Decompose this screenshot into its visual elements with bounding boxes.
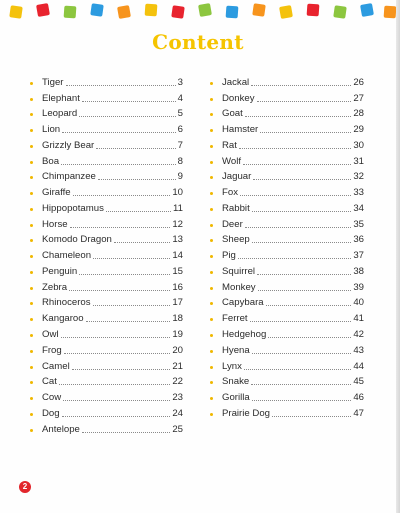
toc-entry xyxy=(210,324,364,340)
page-edge xyxy=(396,0,400,513)
dot-leader xyxy=(61,164,176,165)
decorative-dot xyxy=(117,5,131,19)
bullet-icon xyxy=(30,334,33,337)
bullet-icon xyxy=(210,129,213,132)
bullet-icon xyxy=(210,287,213,290)
toc-entry-name: Leopard xyxy=(42,108,78,120)
toc-entry xyxy=(210,261,364,277)
toc-entry-name: Sheep xyxy=(222,234,250,246)
toc-entry xyxy=(30,340,183,356)
decorative-dot-border xyxy=(0,0,400,24)
bullet-icon xyxy=(210,192,213,195)
bullet-icon xyxy=(210,397,213,400)
toc-entry xyxy=(30,372,183,388)
toc-entry-page: 18 xyxy=(172,313,183,325)
toc-entry xyxy=(210,277,364,293)
toc-entry-name: Elephant xyxy=(42,92,80,104)
bullet-icon xyxy=(210,334,213,337)
dot-leader xyxy=(69,290,170,291)
toc-entry-page: 30 xyxy=(353,139,364,151)
toc-entry-name: Penguin xyxy=(42,265,78,277)
bullet-icon xyxy=(30,397,33,400)
toc-entry-page: 33 xyxy=(353,187,364,199)
toc-entry-page: 28 xyxy=(353,108,364,120)
dot-leader xyxy=(63,400,170,401)
toc-entry-page: 39 xyxy=(353,281,364,293)
toc-entry-name: Snake xyxy=(222,376,250,388)
dot-leader xyxy=(64,353,171,354)
dot-leader xyxy=(260,132,351,133)
dot-leader xyxy=(96,148,175,149)
dot-leader xyxy=(93,258,170,259)
toc-entry-name: Dog xyxy=(42,407,60,419)
bullet-icon xyxy=(30,113,33,116)
dot-leader xyxy=(258,290,352,291)
toc-entry xyxy=(30,88,183,104)
toc-entry-name: Camel xyxy=(42,360,70,372)
dot-leader xyxy=(252,400,352,401)
toc-entry xyxy=(210,88,364,104)
toc-entry xyxy=(30,198,183,214)
dot-leader xyxy=(243,164,351,165)
toc-entry-page: 17 xyxy=(172,297,183,309)
dot-leader xyxy=(244,369,351,370)
toc-entry-name: Horse xyxy=(42,218,68,230)
toc-entry-page: 27 xyxy=(353,92,364,104)
toc-entry-name: Jackal xyxy=(222,76,250,88)
toc-entry xyxy=(210,340,364,356)
toc-entry-page: 13 xyxy=(172,234,183,246)
toc-entry-page: 24 xyxy=(172,407,183,419)
toc-entry-name: Donkey xyxy=(222,92,255,104)
bullet-icon xyxy=(210,176,213,179)
toc-entry xyxy=(30,182,183,198)
dot-leader xyxy=(70,227,171,228)
toc-entry-page: 40 xyxy=(353,297,364,309)
toc-entry xyxy=(210,387,364,403)
bullet-icon xyxy=(30,302,33,305)
bullet-icon xyxy=(30,318,33,321)
bullet-icon xyxy=(30,129,33,132)
toc-entry-name: Lynx xyxy=(222,360,242,372)
dot-leader xyxy=(73,195,171,196)
decorative-dot xyxy=(307,4,320,17)
toc-entry xyxy=(210,308,364,324)
toc-entry-page: 32 xyxy=(353,171,364,183)
toc-entry-page: 20 xyxy=(172,344,183,356)
toc-entry-page: 38 xyxy=(353,265,364,277)
toc-entry-name: Komodo Dragon xyxy=(42,234,112,246)
toc-entry-page: 29 xyxy=(353,124,364,136)
bullet-icon xyxy=(210,224,213,227)
bullet-icon xyxy=(210,318,213,321)
toc-entry-name: Rhinoceros xyxy=(42,297,91,309)
toc-entry-page: 8 xyxy=(177,155,183,167)
toc-entry xyxy=(30,104,183,120)
dot-leader xyxy=(266,305,352,306)
toc-entry xyxy=(30,135,183,151)
decorative-dot xyxy=(226,6,239,19)
toc-entry-name: Hippopotamus xyxy=(42,202,104,214)
toc-entry xyxy=(210,372,364,388)
toc-entry xyxy=(210,104,364,120)
toc-entry xyxy=(210,119,364,135)
contents-column-right xyxy=(210,72,364,419)
toc-entry-page: 12 xyxy=(172,218,183,230)
decorative-dot xyxy=(9,5,23,19)
toc-entry-page: 46 xyxy=(353,392,364,404)
page-title: Content xyxy=(152,30,244,54)
toc-entry-page: 31 xyxy=(353,155,364,167)
toc-entry-page: 22 xyxy=(172,376,183,388)
bullet-icon xyxy=(30,287,33,290)
dot-leader xyxy=(98,179,176,180)
dot-leader xyxy=(240,195,351,196)
toc-entry-name: Lion xyxy=(42,124,61,136)
toc-entry-name: Hedgehog xyxy=(222,329,267,341)
toc-entry-page: 21 xyxy=(172,360,183,372)
toc-entry xyxy=(210,135,364,151)
toc-entry-page: 7 xyxy=(177,139,183,151)
toc-entry xyxy=(210,182,364,198)
dot-leader xyxy=(252,242,352,243)
bullet-icon xyxy=(30,381,33,384)
toc-entry xyxy=(30,151,183,167)
toc-entry xyxy=(210,151,364,167)
dot-leader xyxy=(250,321,352,322)
toc-entry xyxy=(210,403,364,419)
toc-entry-name: Tiger xyxy=(42,76,64,88)
toc-entry-page: 37 xyxy=(353,250,364,262)
dot-leader xyxy=(62,132,176,133)
page-number-badge: 2 xyxy=(19,481,31,493)
toc-entry-page: 3 xyxy=(177,76,183,88)
dot-leader xyxy=(257,101,352,102)
bullet-icon xyxy=(210,413,213,416)
dot-leader xyxy=(66,85,176,86)
toc-entry-name: Rabbit xyxy=(222,202,250,214)
toc-entry xyxy=(210,214,364,230)
toc-entry xyxy=(30,419,183,435)
toc-entry-page: 36 xyxy=(353,234,364,246)
toc-entry xyxy=(30,167,183,183)
dot-leader xyxy=(272,416,351,417)
dot-leader xyxy=(82,101,176,102)
bullet-icon xyxy=(30,239,33,242)
bullet-icon xyxy=(30,350,33,353)
bullet-icon xyxy=(210,239,213,242)
bullet-icon xyxy=(30,145,33,148)
decorative-dot xyxy=(333,5,347,19)
toc-entry-name: Wolf xyxy=(222,155,242,167)
toc-entry xyxy=(30,293,183,309)
decorative-dot xyxy=(90,3,104,17)
bullet-icon xyxy=(210,271,213,274)
bullet-icon xyxy=(30,192,33,195)
toc-entry-name: Cat xyxy=(42,376,57,388)
toc-entry xyxy=(210,198,364,214)
decorative-dot xyxy=(279,5,293,19)
dot-leader xyxy=(82,432,170,433)
bullet-icon xyxy=(210,366,213,369)
toc-entry-page: 10 xyxy=(172,187,183,199)
dot-leader xyxy=(72,369,171,370)
bullet-icon xyxy=(30,161,33,164)
toc-entry-page: 15 xyxy=(172,265,183,277)
toc-entry xyxy=(30,230,183,246)
toc-entry xyxy=(210,72,364,88)
toc-entry xyxy=(30,387,183,403)
bullet-icon xyxy=(210,208,213,211)
decorative-dot xyxy=(171,5,185,19)
toc-entry-name: Fox xyxy=(222,187,238,199)
toc-entry-name: Boa xyxy=(42,155,60,167)
toc-entry-name: Chimpanzee xyxy=(42,171,96,183)
toc-entry-page: 11 xyxy=(173,202,183,214)
dot-leader xyxy=(61,337,171,338)
toc-entry xyxy=(30,403,183,419)
toc-entry xyxy=(30,245,183,261)
dot-leader xyxy=(268,337,351,338)
toc-entry xyxy=(210,167,364,183)
toc-entry-page: 14 xyxy=(172,250,183,262)
toc-entry-page: 42 xyxy=(353,329,364,341)
toc-entry-name: Ferret xyxy=(222,313,248,325)
dot-leader xyxy=(79,116,175,117)
toc-entry xyxy=(30,261,183,277)
toc-entry xyxy=(30,214,183,230)
dot-leader xyxy=(245,116,352,117)
dot-leader xyxy=(257,274,351,275)
toc-entry-page: 5 xyxy=(177,108,183,120)
dot-leader xyxy=(62,416,171,417)
toc-entry-page: 44 xyxy=(353,360,364,372)
bullet-icon xyxy=(210,350,213,353)
toc-entry-name: Cow xyxy=(42,392,62,404)
toc-entry-name: Owl xyxy=(42,329,59,341)
decorative-dot xyxy=(36,3,50,17)
toc-entry-page: 47 xyxy=(353,407,364,419)
toc-entry-name: Monkey xyxy=(222,281,256,293)
toc-entry-page: 35 xyxy=(353,218,364,230)
dot-leader xyxy=(252,353,352,354)
bullet-icon xyxy=(30,176,33,179)
toc-entry-page: 25 xyxy=(172,423,183,435)
dot-leader xyxy=(106,211,171,212)
decorative-dot xyxy=(145,4,158,17)
contents-column-left xyxy=(30,72,183,435)
decorative-dot xyxy=(252,3,266,17)
toc-entry xyxy=(30,72,183,88)
bullet-icon xyxy=(210,161,213,164)
dot-leader xyxy=(253,179,351,180)
bullet-icon xyxy=(210,113,213,116)
toc-entry-name: Deer xyxy=(222,218,243,230)
toc-entry-page: 4 xyxy=(177,92,183,104)
dot-leader xyxy=(93,305,171,306)
bullet-icon xyxy=(30,82,33,85)
bullet-icon xyxy=(30,271,33,274)
toc-entry-name: Hamster xyxy=(222,124,259,136)
toc-entry xyxy=(210,230,364,246)
toc-entry-page: 43 xyxy=(353,344,364,356)
toc-entry-name: Giraffe xyxy=(42,187,71,199)
bullet-icon xyxy=(30,255,33,258)
toc-entry xyxy=(210,293,364,309)
dot-leader xyxy=(114,242,170,243)
bullet-icon xyxy=(30,366,33,369)
dot-leader xyxy=(79,274,170,275)
dot-leader xyxy=(251,85,351,86)
bullet-icon xyxy=(30,413,33,416)
dot-leader xyxy=(238,258,351,259)
bullet-icon xyxy=(210,98,213,101)
dot-leader xyxy=(252,211,352,212)
toc-entry-name: Capybara xyxy=(222,297,264,309)
toc-entry-name: Grizzly Bear xyxy=(42,139,95,151)
toc-entry-page: 23 xyxy=(172,392,183,404)
bullet-icon xyxy=(30,98,33,101)
toc-entry-page: 16 xyxy=(172,281,183,293)
toc-entry xyxy=(30,308,183,324)
toc-entry xyxy=(210,245,364,261)
dot-leader xyxy=(245,227,352,228)
bullet-icon xyxy=(210,302,213,305)
bullet-icon xyxy=(30,429,33,432)
toc-entry-page: 45 xyxy=(353,376,364,388)
toc-entry xyxy=(30,324,183,340)
toc-entry-name: Goat xyxy=(222,108,243,120)
toc-entry-name: Antelope xyxy=(42,423,80,435)
toc-entry-name: Zebra xyxy=(42,281,68,293)
toc-entry-page: 34 xyxy=(353,202,364,214)
toc-entry-name: Squirrel xyxy=(222,265,256,277)
toc-entry xyxy=(30,356,183,372)
bullet-icon xyxy=(30,208,33,211)
toc-entry-name: Prairie Dog xyxy=(222,407,270,419)
toc-entry xyxy=(30,119,183,135)
toc-entry-page: 26 xyxy=(353,76,364,88)
decorative-dot xyxy=(198,3,212,17)
toc-entry-name: Kangaroo xyxy=(42,313,84,325)
toc-entry xyxy=(30,277,183,293)
decorative-dot xyxy=(64,6,77,19)
toc-entry-name: Frog xyxy=(42,344,62,356)
toc-entry-page: 6 xyxy=(177,124,183,136)
toc-entry-name: Hyena xyxy=(222,344,250,356)
decorative-dot xyxy=(384,6,397,19)
dot-leader xyxy=(251,384,351,385)
toc-entry-name: Rat xyxy=(222,139,237,151)
toc-entry-page: 9 xyxy=(177,171,183,183)
dot-leader xyxy=(59,384,170,385)
bullet-icon xyxy=(210,381,213,384)
dot-leader xyxy=(86,321,171,322)
toc-entry-page: 41 xyxy=(353,313,364,325)
bullet-icon xyxy=(210,255,213,258)
toc-entry-page: 19 xyxy=(172,329,183,341)
toc-entry-name: Gorilla xyxy=(222,392,250,404)
toc-entry-name: Jaguar xyxy=(222,171,252,183)
dot-leader xyxy=(239,148,351,149)
toc-entry-name: Chameleon xyxy=(42,250,92,262)
bullet-icon xyxy=(30,224,33,227)
bullet-icon xyxy=(210,82,213,85)
toc-entry-name: Pig xyxy=(222,250,236,262)
decorative-dot xyxy=(360,3,374,17)
toc-entry xyxy=(210,356,364,372)
bullet-icon xyxy=(210,145,213,148)
